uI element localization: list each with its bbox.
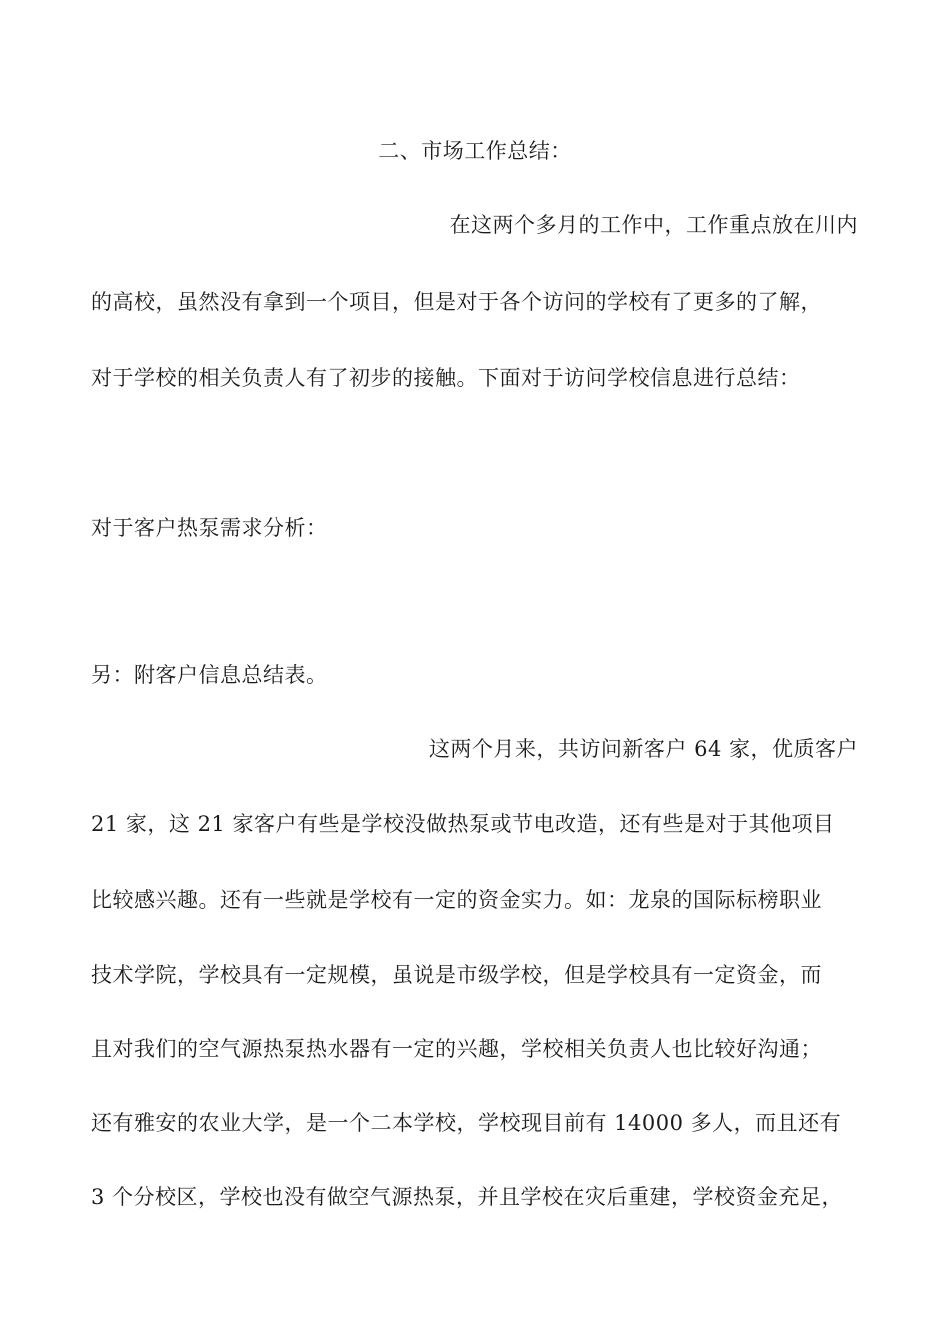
paragraph-line: 的高校，虽然没有拿到一个项目，但是对于各个访问的学校有了更多的了解， [91, 290, 822, 314]
paragraph-line: 3 个分校区，学校也没有做空气源热泵，并且学校在灾后重建，学校资金充足， [91, 1185, 844, 1209]
paragraph-line: 且对我们的空气源热泵热水器有一定的兴趣，学校相关负责人也比较好沟通； [91, 1037, 822, 1061]
section-label: 对于客户热泵需求分析： [91, 516, 328, 540]
paragraph-line: 技术学院，学校具有一定规模，虽说是市级学校，但是学校具有一定资金，而 [91, 963, 822, 987]
paragraph-line: 21 家，这 21 家客户有些是学校没做热泵或节电改造，还有些是对于其他项目 [91, 812, 835, 836]
attachment-note: 另：附客户信息总结表。 [91, 663, 328, 687]
paragraph-line: 比较感兴趣。还有一些就是学校有一定的资金实力。如：龙泉的国际标榜职业 [91, 888, 822, 912]
paragraph-line: 还有雅安的农业大学，是一个二本学校，学校现目前有 14000 多人，而且还有 [91, 1111, 842, 1135]
paragraph-line: 这两个月来，共访问新客户 64 家，优质客户 [428, 737, 858, 761]
paragraph-line: 对于学校的相关负责人有了初步的接触。下面对于访问学校信息进行总结： [91, 366, 801, 390]
section-heading: 二、市场工作总结： [378, 139, 572, 163]
paragraph-line: 在这两个多月的工作中，工作重点放在川内 [449, 213, 858, 237]
